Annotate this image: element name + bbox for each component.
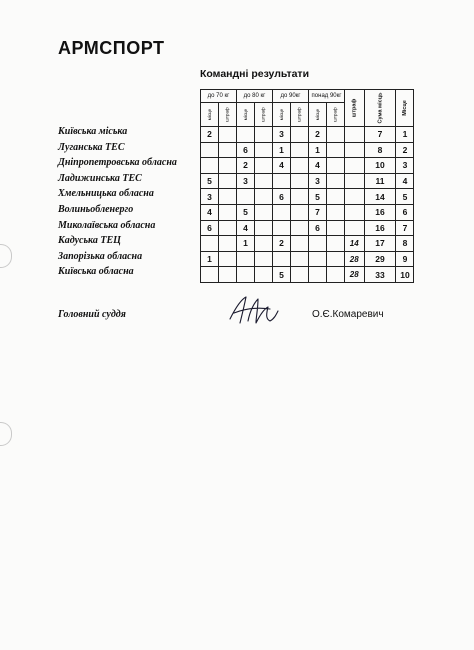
table-cell: 5 <box>237 204 255 220</box>
table-cell <box>237 251 255 267</box>
table-cell <box>327 127 345 143</box>
table-cell: 6 <box>396 204 414 220</box>
table-cell <box>345 220 365 236</box>
table-cell <box>201 158 219 174</box>
table-cell: 2 <box>273 236 291 252</box>
chief-judge-name: О.Є.Комаревич <box>312 309 384 320</box>
table-cell <box>201 142 219 158</box>
table-cell <box>255 142 273 158</box>
table-cell <box>291 127 309 143</box>
table-cell: 9 <box>396 251 414 267</box>
table-cell <box>291 142 309 158</box>
table-cell <box>291 173 309 189</box>
team-name-list <box>58 124 177 280</box>
table-cell <box>291 158 309 174</box>
table-cell: 6 <box>309 220 327 236</box>
team-name: Миколаївська обласна <box>58 219 156 231</box>
table-cell <box>201 267 219 283</box>
team-name: Запорізька обласна <box>58 250 143 262</box>
table-cell: 17 <box>364 236 396 252</box>
table-cell <box>291 267 309 283</box>
table-cell <box>345 158 365 174</box>
table-cell <box>237 189 255 205</box>
table-cell: 10 <box>364 158 396 174</box>
team-name: Дніпропетровська обласна <box>58 157 177 169</box>
table-cell: 14 <box>364 189 396 205</box>
results-table <box>200 89 414 283</box>
table-cell <box>327 158 345 174</box>
table-cell <box>345 142 365 158</box>
sub-header-penalty: штраф <box>327 103 345 127</box>
table-cell <box>309 251 327 267</box>
table-row <box>201 142 414 158</box>
table-cell: 14 <box>345 236 365 252</box>
group-header: до 80 кг <box>237 90 273 103</box>
signature-icon <box>226 293 282 327</box>
table-cell: 16 <box>364 220 396 236</box>
sub-header-place: місце <box>273 103 291 127</box>
table-cell <box>219 127 237 143</box>
table-cell: 3 <box>201 189 219 205</box>
team-name: Київська обласна <box>58 266 134 278</box>
team-name: Луганська ТЕС <box>58 141 125 153</box>
table-cell <box>219 267 237 283</box>
table-cell <box>309 267 327 283</box>
table-cell: 2 <box>396 142 414 158</box>
table-cell <box>273 204 291 220</box>
table-cell: 11 <box>364 173 396 189</box>
table-cell: 7 <box>396 220 414 236</box>
sub-header-place: місце <box>237 103 255 127</box>
table-cell: 3 <box>237 173 255 189</box>
table-cell: 4 <box>237 220 255 236</box>
table-cell <box>219 204 237 220</box>
table-cell <box>219 236 237 252</box>
table-cell <box>237 267 255 283</box>
table-row <box>201 204 414 220</box>
table-cell <box>273 251 291 267</box>
table-cell: 5 <box>309 189 327 205</box>
table-cell: 29 <box>364 251 396 267</box>
group-header: до 90кг <box>273 90 309 103</box>
penalty-column-header: штраф <box>345 90 365 127</box>
table-cell <box>291 251 309 267</box>
team-name: Київська міська <box>58 126 128 137</box>
table-cell <box>345 173 365 189</box>
table-cell <box>255 158 273 174</box>
table-cell <box>327 142 345 158</box>
table-cell <box>327 251 345 267</box>
sum-column-header: Сума місць <box>364 90 396 127</box>
chief-judge-label: Головний суддя <box>58 309 126 320</box>
table-cell <box>327 220 345 236</box>
table-cell: 8 <box>396 236 414 252</box>
table-cell <box>291 189 309 205</box>
table-cell <box>327 236 345 252</box>
table-cell: 6 <box>237 142 255 158</box>
results-body <box>201 127 414 283</box>
team-name: Волиньобленерго <box>58 203 134 215</box>
punch-hole <box>0 244 12 268</box>
place-column-header: Місце <box>396 90 414 127</box>
table-cell <box>255 173 273 189</box>
table-cell: 28 <box>345 267 365 283</box>
group-header: до 70 кг <box>201 90 237 103</box>
table-subtitle: Командні результати <box>200 68 310 80</box>
table-cell <box>327 267 345 283</box>
table-cell <box>255 267 273 283</box>
table-cell <box>219 189 237 205</box>
table-cell: 10 <box>396 267 414 283</box>
table-cell: 5 <box>273 267 291 283</box>
table-cell <box>255 220 273 236</box>
table-cell: 3 <box>396 158 414 174</box>
table-cell <box>345 189 365 205</box>
table-cell <box>255 189 273 205</box>
table-cell <box>345 204 365 220</box>
table-cell: 1 <box>273 142 291 158</box>
table-cell: 1 <box>396 127 414 143</box>
table-row <box>201 220 414 236</box>
table-row <box>201 173 414 189</box>
table-cell <box>201 236 219 252</box>
sub-header-penalty: штраф <box>291 103 309 127</box>
table-cell <box>327 189 345 205</box>
table-cell <box>219 251 237 267</box>
document-title: АРМСПОРТ <box>58 38 165 58</box>
table-cell: 4 <box>201 204 219 220</box>
table-cell: 7 <box>309 204 327 220</box>
table-cell: 7 <box>364 127 396 143</box>
table-row <box>201 158 414 174</box>
punch-hole <box>0 422 12 446</box>
table-cell <box>273 173 291 189</box>
table-cell <box>291 236 309 252</box>
table-cell: 6 <box>273 189 291 205</box>
table-row <box>201 236 414 252</box>
table-cell: 16 <box>364 204 396 220</box>
table-row <box>201 189 414 205</box>
table-cell: 6 <box>201 220 219 236</box>
table-cell <box>327 173 345 189</box>
team-name: Кадуська ТЕЦ <box>58 235 121 247</box>
group-header: понад 90кг <box>309 90 345 103</box>
table-cell: 2 <box>309 127 327 143</box>
table-cell <box>327 204 345 220</box>
table-cell <box>219 220 237 236</box>
table-cell: 1 <box>309 142 327 158</box>
table-cell <box>291 204 309 220</box>
table-cell: 3 <box>273 127 291 143</box>
table-cell: 2 <box>237 158 255 174</box>
table-cell <box>309 236 327 252</box>
table-row <box>201 127 414 143</box>
team-name: Хмельницька обласна <box>58 188 154 200</box>
table-cell: 2 <box>201 127 219 143</box>
table-cell <box>219 173 237 189</box>
sub-header-penalty: штраф <box>255 103 273 127</box>
table-cell <box>219 142 237 158</box>
table-cell: 4 <box>309 158 327 174</box>
table-cell: 1 <box>237 236 255 252</box>
table-cell: 28 <box>345 251 365 267</box>
table-cell <box>237 127 255 143</box>
table-row <box>201 267 414 283</box>
table-cell: 4 <box>273 158 291 174</box>
team-name: Ладижинська ТЕС <box>58 172 142 184</box>
table-cell: 5 <box>396 189 414 205</box>
sub-header-penalty: штраф <box>219 103 237 127</box>
table-cell: 4 <box>396 173 414 189</box>
table-cell <box>255 204 273 220</box>
table-cell: 5 <box>201 173 219 189</box>
table-row <box>201 251 414 267</box>
sub-header-place: місце <box>309 103 327 127</box>
table-cell <box>255 236 273 252</box>
table-cell: 33 <box>364 267 396 283</box>
table-cell <box>255 251 273 267</box>
sub-header-place: місце <box>201 103 219 127</box>
table-cell: 1 <box>201 251 219 267</box>
table-cell <box>273 220 291 236</box>
table-cell: 8 <box>364 142 396 158</box>
table-cell <box>219 158 237 174</box>
table-cell <box>255 127 273 143</box>
table-cell: 3 <box>309 173 327 189</box>
table-cell <box>345 127 365 143</box>
table-cell <box>291 220 309 236</box>
